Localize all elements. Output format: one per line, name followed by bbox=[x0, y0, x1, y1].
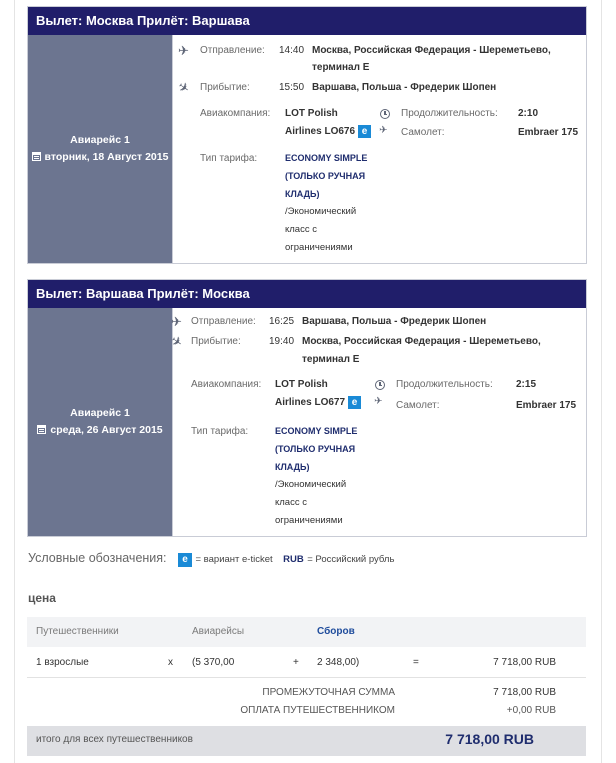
flight-code: Airlines LO676 bbox=[285, 126, 356, 137]
airline-label: Авиакомпания: bbox=[200, 108, 271, 119]
flight-body bbox=[28, 35, 586, 263]
flight-date: вторник, 18 Август 2015 bbox=[44, 151, 169, 163]
fare-description: /Экономический bbox=[285, 206, 357, 217]
fare-line: КЛАДЬ) bbox=[285, 189, 320, 199]
fare-line: ECONOMY SIMPLE bbox=[275, 426, 358, 436]
departure-label: Отправление: bbox=[200, 45, 265, 56]
flight-number-label: Авиарейс 1 bbox=[70, 134, 130, 146]
subtotal-label: ПРОМЕЖУТОЧНАЯ СУММА bbox=[262, 687, 395, 698]
header-travelers: Путешественники bbox=[36, 626, 119, 637]
row-times: x bbox=[168, 657, 173, 668]
departure-time: 14:40 bbox=[279, 45, 305, 56]
eticket-icon: e bbox=[348, 396, 361, 409]
row-flights: (5 370,00 bbox=[192, 657, 235, 668]
fare-description: класс с bbox=[285, 224, 317, 235]
duration-value: 2:10 bbox=[518, 108, 539, 119]
calendar-icon bbox=[37, 425, 46, 434]
flight-segment-outbound bbox=[27, 6, 587, 264]
legend-eticket-text: = вариант e-ticket bbox=[195, 554, 273, 565]
duration-label: Продолжительность: bbox=[401, 108, 498, 119]
flight-header: Вылет: Варшава Прилёт: Москва bbox=[28, 280, 586, 308]
aircraft-icon: ✈ bbox=[374, 396, 383, 407]
fare-type bbox=[275, 422, 357, 530]
landing-icon: ✈ bbox=[167, 332, 186, 351]
arrival-time: 19:40 bbox=[269, 336, 295, 347]
divider bbox=[27, 677, 586, 678]
airline-flight-number bbox=[285, 125, 371, 138]
duration-value: 2:15 bbox=[516, 379, 537, 390]
fare-label: Тип тарифа: bbox=[200, 153, 258, 164]
flight-number-label: Авиарейс 1 bbox=[70, 407, 130, 419]
aircraft-value: Embraer 175 bbox=[516, 400, 577, 411]
aircraft-label: Самолет: bbox=[396, 400, 440, 411]
legend-rub-code: RUB bbox=[283, 554, 304, 565]
payment-value: +0,00 RUB bbox=[506, 705, 556, 716]
fare-line: ECONOMY SIMPLE bbox=[285, 153, 368, 163]
calendar-icon bbox=[32, 152, 41, 161]
fare-type bbox=[285, 149, 367, 257]
total-value: 7 718,00 RUB bbox=[445, 731, 534, 747]
legend bbox=[28, 551, 394, 567]
airline-label: Авиакомпания: bbox=[191, 379, 262, 390]
flight-side-panel bbox=[28, 35, 173, 263]
row-fees: 2 348,00) bbox=[317, 657, 360, 668]
airline-flight-number bbox=[275, 396, 361, 409]
arrival-place: Варшава, Польша - Фредерик Шопен bbox=[312, 82, 497, 93]
flight-body bbox=[28, 308, 586, 536]
row-total: 7 718,00 RUB bbox=[493, 657, 556, 668]
clock-icon bbox=[380, 109, 390, 119]
airline-name: LOT Polish bbox=[285, 108, 338, 119]
aircraft-label: Самолет: bbox=[401, 127, 445, 138]
row-travelers: 1 взрослые bbox=[36, 657, 89, 668]
arrival-terminal: терминал E bbox=[302, 354, 360, 365]
departure-place: Москва, Российская Федерация - Шереметьево, bbox=[312, 45, 551, 56]
fare-description: класс с bbox=[275, 497, 307, 508]
flight-header: Вылет: Москва Прилёт: Варшава bbox=[28, 7, 586, 35]
price-table bbox=[27, 617, 586, 757]
flight-side-panel bbox=[28, 308, 173, 536]
eticket-icon: e bbox=[358, 125, 371, 138]
legend-rub-text: = Российский рубль bbox=[307, 554, 395, 565]
fare-line: КЛАДЬ) bbox=[275, 462, 310, 472]
takeoff-icon: ✈ bbox=[171, 314, 182, 329]
departure-time: 16:25 bbox=[269, 316, 295, 327]
fare-line: (ТОЛЬКО РУЧНАЯ bbox=[285, 171, 366, 181]
duration-label: Продолжительность: bbox=[396, 379, 493, 390]
eticket-icon: e bbox=[178, 553, 192, 567]
legend-title: Условные обозначения: bbox=[28, 551, 167, 565]
subtotal-value: 7 718,00 RUB bbox=[493, 687, 556, 698]
header-flights: Авиарейсы bbox=[192, 626, 245, 637]
arrival-label: Прибытие: bbox=[200, 82, 250, 93]
departure-place: Варшава, Польша - Фредерик Шопен bbox=[302, 316, 487, 327]
grand-total bbox=[27, 726, 586, 756]
row-plus: + bbox=[293, 657, 299, 668]
fare-label: Тип тарифа: bbox=[191, 426, 249, 437]
arrival-label: Прибытие: bbox=[191, 336, 241, 347]
aircraft-icon: ✈ bbox=[379, 125, 388, 136]
takeoff-icon: ✈ bbox=[178, 43, 189, 58]
row-equals: = bbox=[413, 657, 419, 668]
clock-icon bbox=[375, 380, 385, 390]
total-label: итого для всех путешественников bbox=[36, 734, 193, 745]
price-title: цена bbox=[28, 591, 56, 605]
payment-label: ОПЛАТА ПУТЕШЕСТВЕННИКОМ bbox=[240, 705, 395, 716]
arrival-place: Москва, Российская Федерация - Шереметьево, bbox=[302, 336, 541, 347]
departure-label: Отправление: bbox=[191, 316, 256, 327]
landing-icon: ✈ bbox=[174, 78, 193, 97]
departure-terminal: терминал E bbox=[312, 62, 370, 73]
arrival-time: 15:50 bbox=[279, 82, 305, 93]
flight-code: Airlines LO677 bbox=[275, 397, 346, 408]
flight-segment-return bbox=[27, 279, 587, 537]
fare-description: /Экономический bbox=[275, 479, 347, 490]
fare-line: (ТОЛЬКО РУЧНАЯ bbox=[275, 444, 356, 454]
aircraft-value: Embraer 175 bbox=[518, 127, 579, 138]
price-table-header bbox=[27, 617, 586, 647]
airline-name: LOT Polish bbox=[275, 379, 328, 390]
fare-description: ограничениями bbox=[275, 515, 343, 526]
fare-description: ограничениями bbox=[285, 242, 353, 253]
header-fees-link[interactable]: Сборов bbox=[317, 626, 355, 637]
flight-date: среда, 26 Август 2015 bbox=[50, 424, 163, 436]
